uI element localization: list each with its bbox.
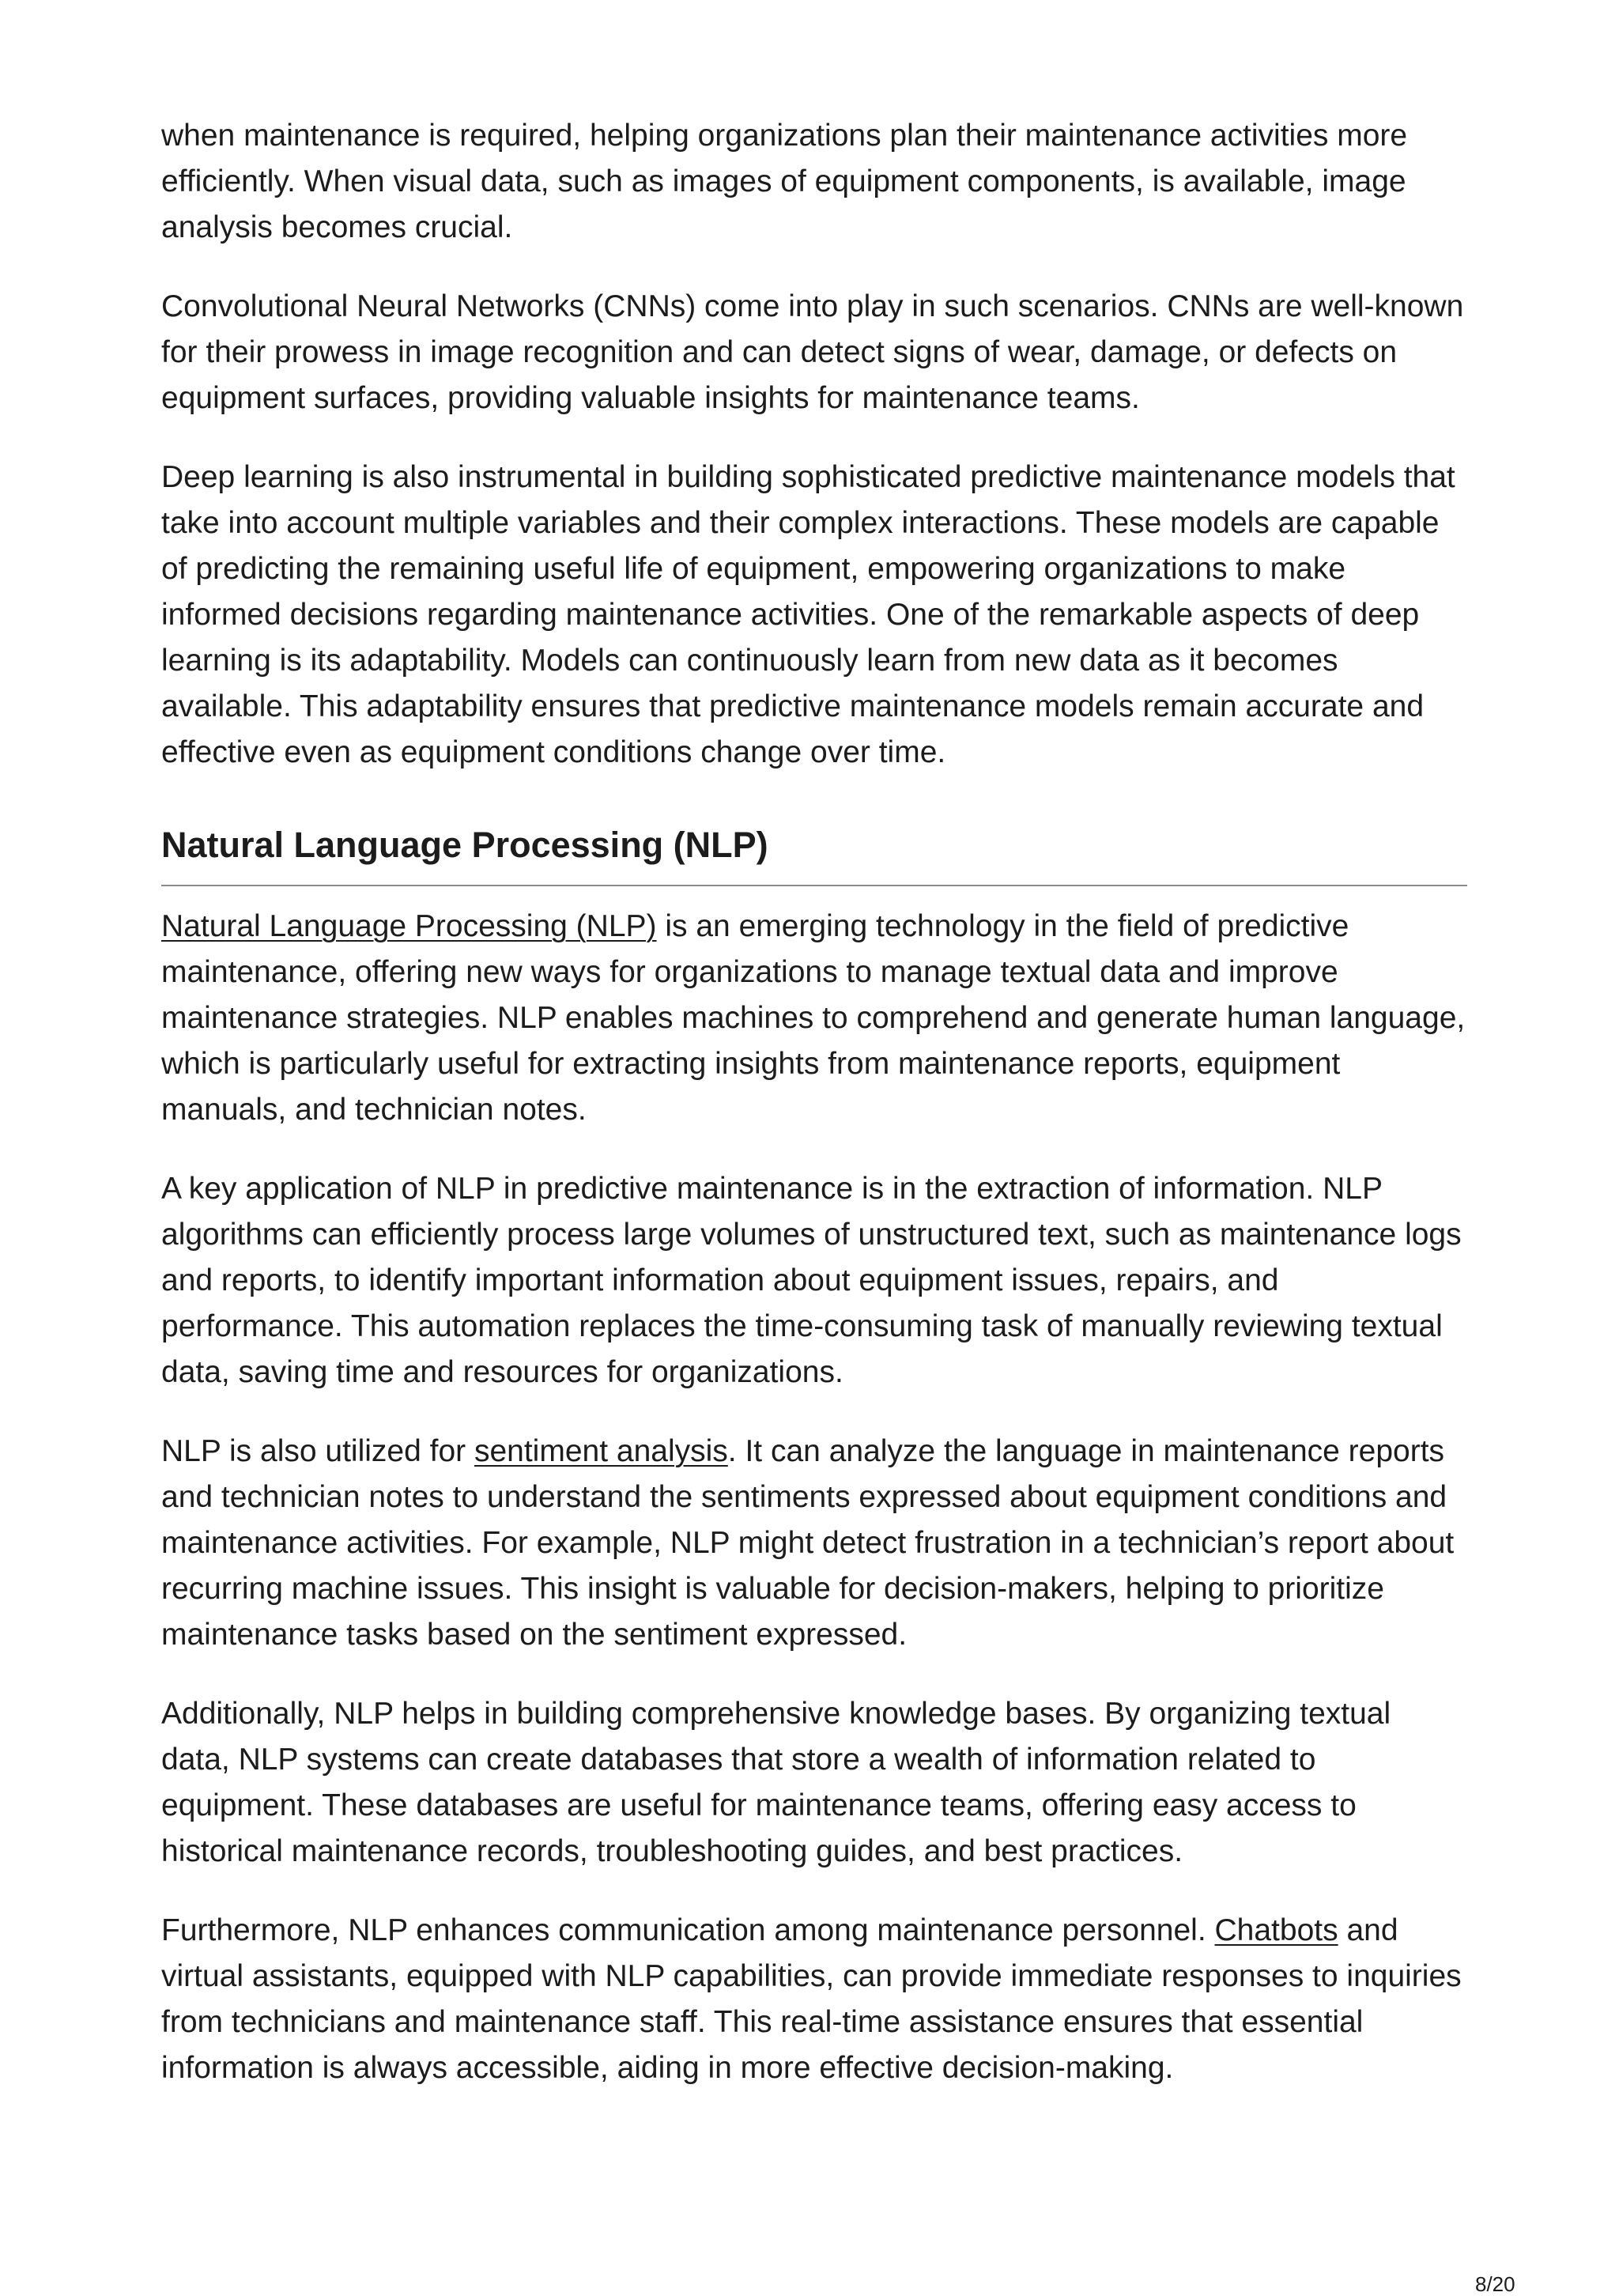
- paragraph-cnns: Convolutional Neural Networks (CNNs) come into play in such scenarios. CNNs are well-known for their prowess in image recognition and can detect signs of wear, damage, or defects on equipment surfaces, providing valuable insights for maintenance teams.: [161, 289, 1464, 415]
- paragraph-nlp-communication-before: Furthermore, NLP enhances communication among maintenance personnel.: [161, 1913, 1215, 1947]
- paragraph-nlp-knowledge: Additionally, NLP helps in building comprehensive knowledge bases. By organizing textual data, NLP systems can create databases that store a wealth of information related to equipment. These databases are useful for maintenance teams, offering easy access to historical maintenance records, troubleshooting guides, and best practices.: [161, 1697, 1391, 1868]
- paragraph-nlp-intro: [161, 904, 1467, 1133]
- link-chatbots[interactable]: Chatbots: [1214, 1913, 1338, 1947]
- paragraph-deep-learning: Deep learning is also instrumental in building sophisticated predictive maintenance models that take into account multiple variables and their complex interactions. These models are capable of predicting the remaining useful life of equipment, empowering organizations to make informed decisions regarding maintenance activities. One of the remarkable aspects of deep learning is its adaptability. Models can continuously learn from new data as it becomes available. This adaptability ensures that predictive maintenance models remain accurate and effective even as equipment conditions change over time.: [161, 460, 1455, 769]
- paragraph-nlp-sentiment: [161, 1429, 1467, 1658]
- paragraph-nlp-sentiment-before: NLP is also utilized for: [161, 1434, 474, 1468]
- section-heading-nlp: Natural Language Processing (NLP): [161, 821, 1467, 886]
- link-nlp[interactable]: Natural Language Processing (NLP): [161, 909, 657, 943]
- link-sentiment-analysis[interactable]: sentiment analysis: [474, 1434, 728, 1468]
- paragraph-image-analysis: when maintenance is required, helping organizations plan their maintenance activities more efficiently. When visual data, such as images of equipment components, is available, image analysis becomes crucial.: [161, 119, 1408, 244]
- section-nlp: [161, 809, 1467, 886]
- paragraph-nlp-sentiment-after: . It can analyze the language in maintenance reports and technician notes to understand the sentiments expressed about equipment conditions and maintenance activities. For example, NLP might detect frustration in a technician’s report about recurring machine issues. This insight is valuable for decision-makers, helping to prioritize maintenance tasks based on the sentiment expressed.: [161, 1434, 1455, 1652]
- paragraph-nlp-intro-text: is an emerging technology in the field of predictive maintenance, offering new ways for organizations to manage textual data and improve maintenance strategies. NLP enables machines to comprehend and generate human language, which is particularly useful for extracting insights from maintenance reports, equipment manuals, and technician notes.: [161, 909, 1466, 1127]
- paragraph-nlp-communication: [161, 1908, 1467, 2091]
- page-number: 8/20: [1475, 2272, 1515, 2296]
- paragraph-nlp-communication-after: and virtual assistants, equipped with NLP capabilities, can provide immediate responses to inquiries from technicians and maintenance staff. This real-time assistance ensures that essential information is always accessible, aiding in more effective decision-making.: [161, 1913, 1462, 2085]
- paragraph-nlp-extraction: A key application of NLP in predictive maintenance is in the extraction of information. NLP algorithms can efficiently process large volumes of unstructured text, such as maintenance logs and reports, to identify important information about equipment issues, repairs, and performance. This automation replaces the time-consuming task of manually reviewing textual data, saving time and resources for organizations.: [161, 1172, 1462, 1389]
- article-body: [161, 113, 1467, 2124]
